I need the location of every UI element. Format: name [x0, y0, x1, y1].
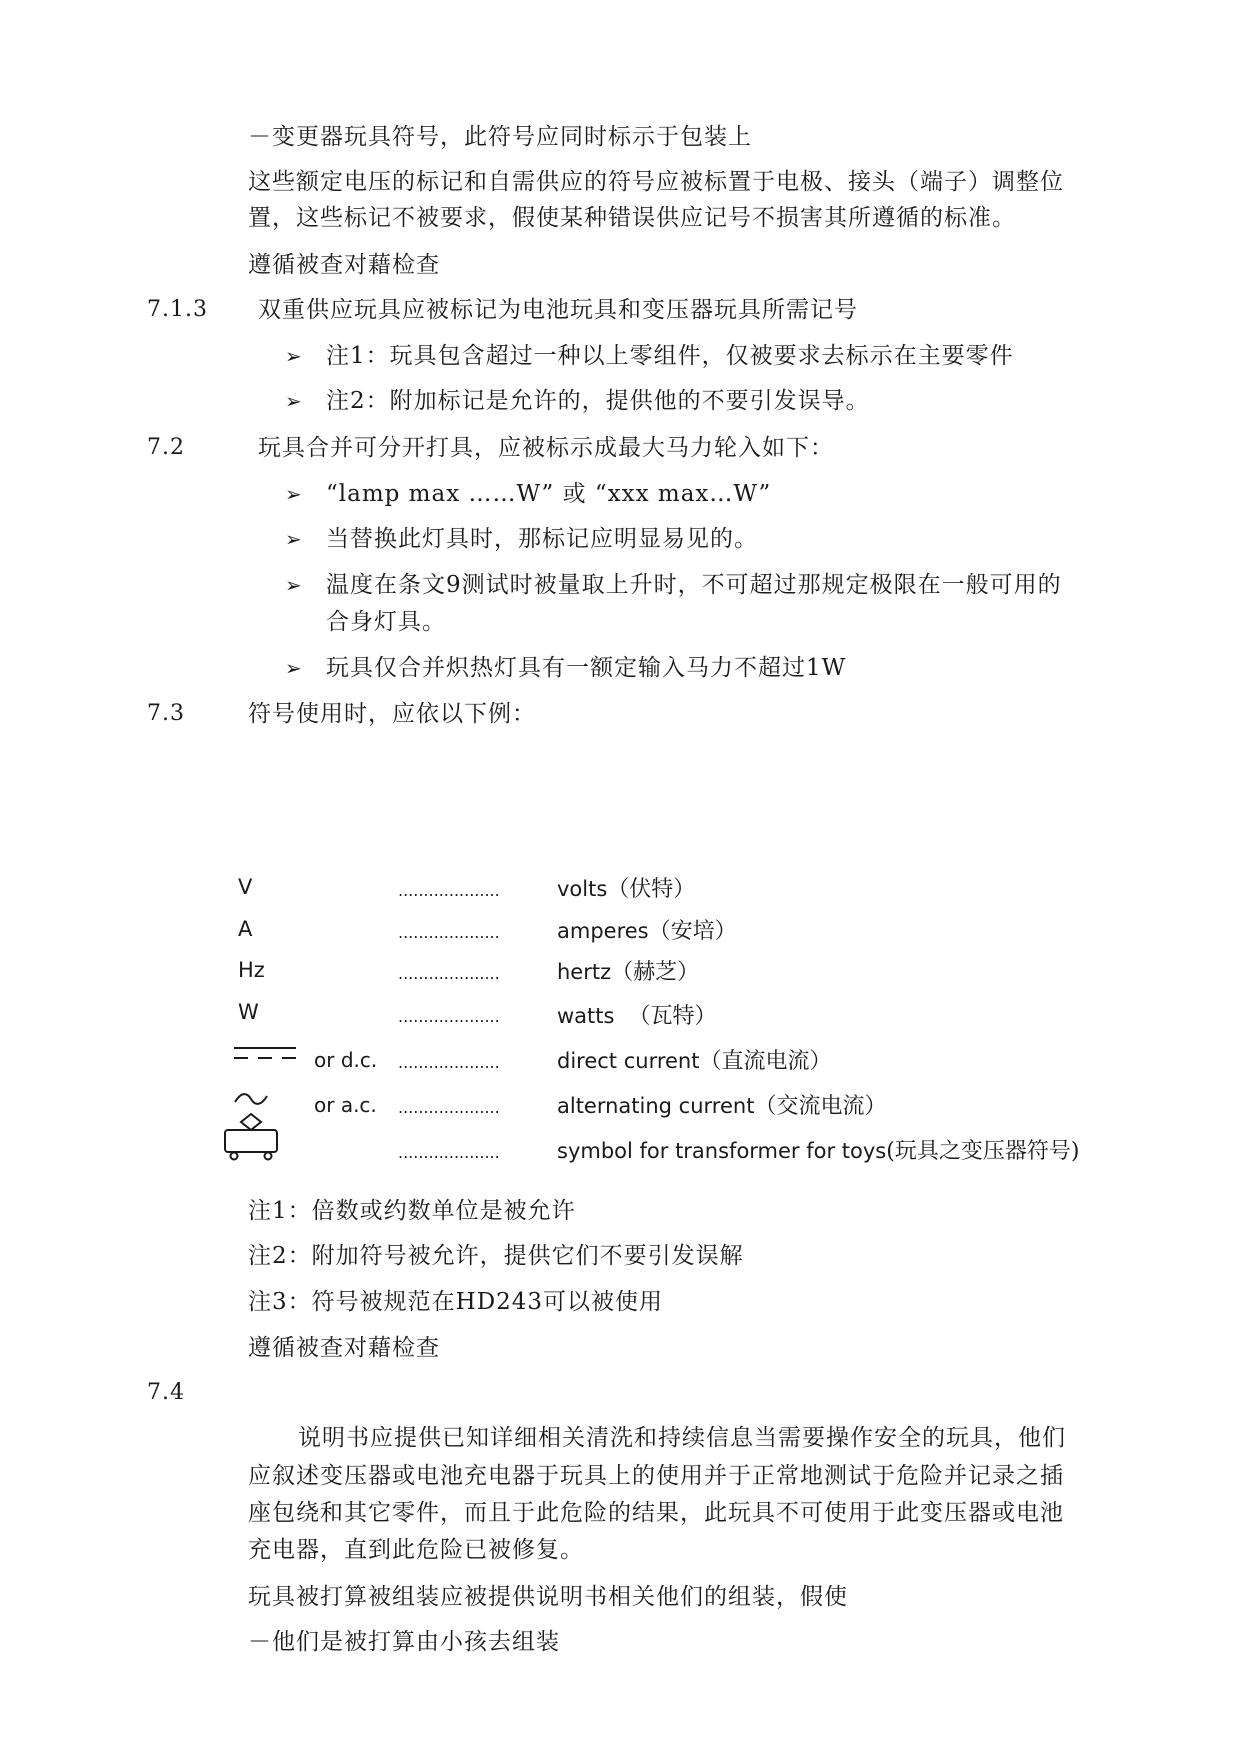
- paragraph-line: 应叙述变压器或电池充电器于玩具上的使用并于正常地测试于危险并记录之插: [248, 1463, 1064, 1489]
- symbol-meaning: direct current（直流电流）: [557, 1049, 832, 1074]
- ac-abbrev: or a.c.: [314, 1093, 377, 1117]
- section-number: 7.4: [147, 1380, 185, 1405]
- leader-dots: ....................: [398, 1053, 500, 1072]
- bullet-text: 注2：附加标记是允许的，提供他的不要引发误导。: [326, 388, 870, 414]
- text-line: －他们是被打算由小孩去组装: [248, 1629, 560, 1655]
- bullet-text: 注1：玩具包含超过一种以上零组件，仅被要求去标示在主要零件: [326, 343, 1014, 369]
- bullet-text: 玩具仅合并炽热灯具有一额定输入马力不超过1W: [326, 655, 847, 681]
- text-line: 置，这些标记不被要求，假使某种错误供应记号不损害其所遵循的标准。: [248, 205, 1016, 231]
- leader-dots: ....................: [398, 1098, 500, 1117]
- bullet-marker: ➢: [285, 389, 302, 413]
- bullet-marker: ➢: [285, 527, 302, 551]
- alternating-current-icon: [233, 1088, 269, 1110]
- bullet-marker: ➢: [285, 482, 302, 506]
- bullet-text: 当替换此灯具时，那标记应明显易见的。: [326, 526, 758, 552]
- leader-dots: ....................: [398, 1143, 500, 1162]
- note: 注2：附加符号被允许，提供它们不要引发误解: [248, 1243, 744, 1269]
- section-number: 7.1.3: [147, 297, 208, 322]
- text-line: 遵循被查对藉检查: [248, 252, 440, 278]
- symbol-volts: V: [238, 875, 253, 899]
- leader-dots: ....................: [398, 964, 500, 983]
- text-line: 这些额定电压的标记和自需供应的符号应被标置于电极、接头（端子）调整位: [248, 169, 1064, 195]
- paragraph-line: 充电器，直到此危险已被修复。: [248, 1537, 584, 1563]
- bullet-text-continued: 合身灯具。: [326, 609, 446, 635]
- section-text: 符号使用时，应依以下例：: [248, 701, 536, 727]
- note: 注3：符号被规范在HD243可以被使用: [248, 1289, 664, 1315]
- symbol-meaning: symbol for transformer for toys(玩具之变压器符号): [557, 1139, 1080, 1164]
- leader-dots: ....................: [398, 1007, 500, 1026]
- leader-dots: ....................: [398, 881, 500, 900]
- dc-abbrev: or d.c.: [314, 1048, 378, 1072]
- symbol-meaning: alternating current（交流电流）: [557, 1094, 887, 1119]
- paragraph-line: 说明书应提供已知详细相关清洗和持续信息当需要操作安全的玩具，他们: [298, 1425, 1066, 1451]
- section-text: 双重供应玩具应被标记为电池玩具和变压器玩具所需记号: [258, 297, 858, 323]
- toy-transformer-icon: [220, 1112, 282, 1162]
- text-line: －变更器玩具符号，此符号应同时标示于包装上: [248, 124, 752, 150]
- bullet-text: “lamp max ……W” 或 “xxx max…W”: [326, 481, 772, 507]
- symbol-meaning: amperes（安培）: [557, 919, 737, 944]
- paragraph-line: 座包绕和其它零件，而且于此危险的结果，此玩具不可使用于此变压器或电池: [248, 1500, 1064, 1526]
- symbol-meaning: volts（伏特）: [557, 877, 696, 902]
- bullet-marker: ➢: [285, 573, 302, 597]
- bullet-text: 温度在条文9测试时被量取上升时，不可超过那规定极限在一般可用的: [326, 572, 1062, 598]
- bullet-marker: ➢: [285, 344, 302, 368]
- compliance-note: 遵循被查对藉检查: [248, 1335, 440, 1361]
- symbol-hertz: Hz: [238, 958, 265, 982]
- symbol-amperes: A: [238, 917, 253, 941]
- section-number: 7.2: [147, 435, 185, 460]
- text-line: 玩具被打算被组装应被提供说明书相关他们的组装，假使: [248, 1584, 848, 1610]
- symbol-meaning: watts （瓦特）: [557, 1004, 717, 1029]
- note: 注1：倍数或约数单位是被允许: [248, 1198, 576, 1224]
- leader-dots: ....................: [398, 923, 500, 942]
- symbol-meaning: hertz（赫芝）: [557, 960, 700, 985]
- section-text: 玩具合并可分开打具，应被标示成最大马力轮入如下：: [258, 435, 834, 461]
- bullet-marker: ➢: [285, 656, 302, 680]
- direct-current-icon: [232, 1044, 298, 1064]
- section-number: 7.3: [147, 701, 185, 726]
- symbol-watts: W: [238, 1000, 259, 1024]
